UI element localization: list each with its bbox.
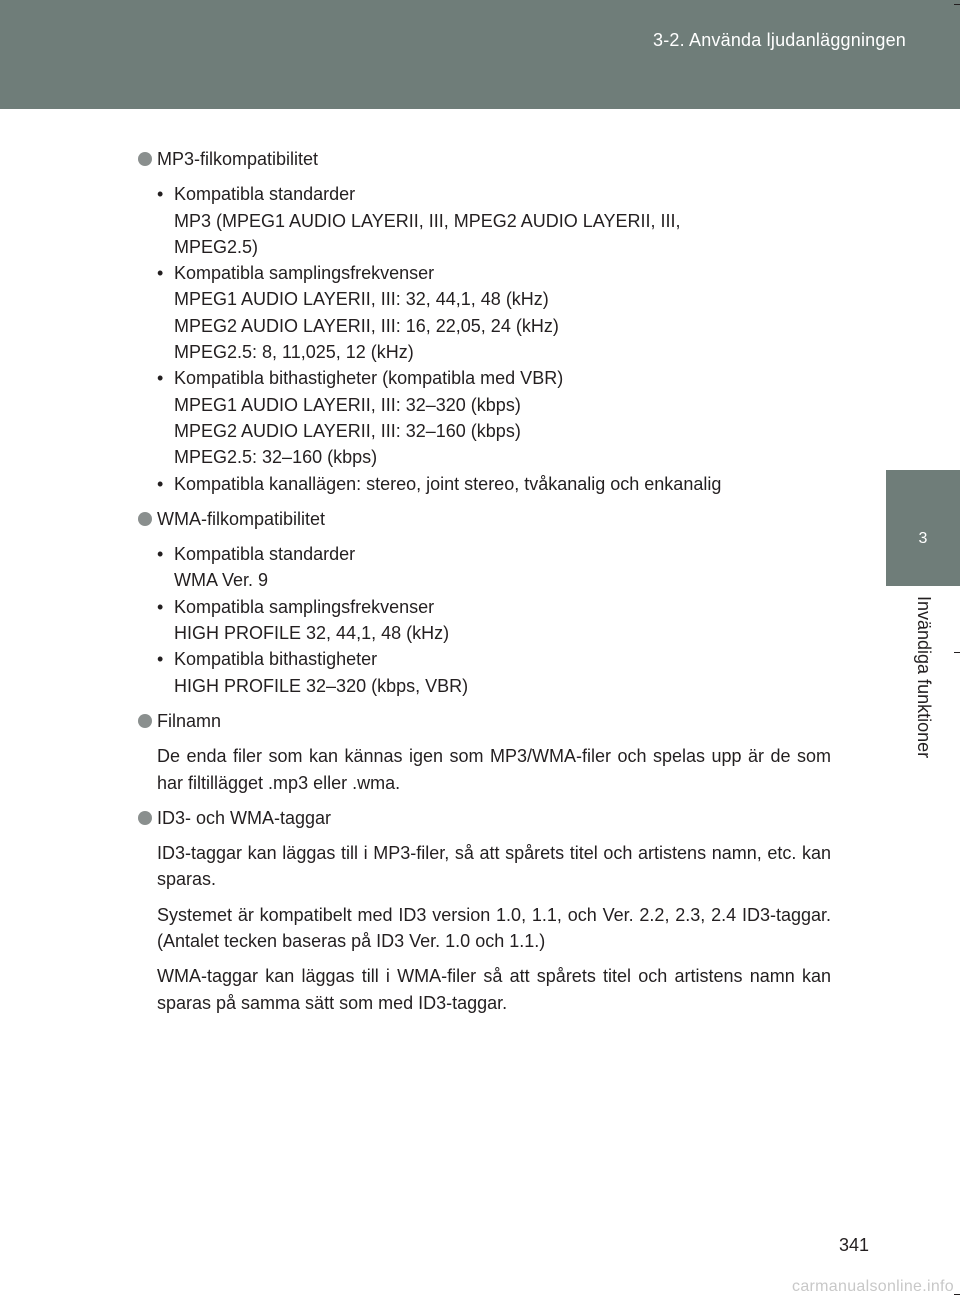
section-filename bbox=[137, 708, 831, 796]
bullet-marker: • bbox=[157, 368, 164, 389]
list-item bbox=[155, 260, 831, 365]
heading-text: Filnamn bbox=[157, 710, 222, 731]
trim-mark bbox=[954, 652, 960, 653]
spec-list bbox=[137, 541, 831, 699]
item-line: MP3 (MPEG1 AUDIO LAYERII, III, MPEG2 AUDIO LAYERII, III, bbox=[174, 210, 681, 231]
section-mp3 bbox=[137, 146, 831, 497]
item-title: Kompatibla standarder bbox=[174, 184, 356, 205]
list-item bbox=[155, 181, 831, 260]
chapter-tab bbox=[886, 470, 960, 586]
section-heading bbox=[137, 708, 831, 734]
paragraph: Systemet är kompatibelt med ID3 version 1.0, 1.1, och Ver. 2.2, 2.3, 2.4 ID3-taggar. (Antalet tecken baseras på ID3 Ver. 1.0 och 1.1.) bbox=[157, 904, 831, 952]
page-content bbox=[137, 146, 831, 1025]
bullet-marker: • bbox=[157, 649, 164, 670]
item-line: MPEG2.5: 8, 11,025, 12 (kHz) bbox=[174, 342, 414, 363]
item-title: Kompatibla bithastigheter bbox=[174, 649, 378, 670]
section-heading bbox=[137, 506, 831, 532]
item-line: HIGH PROFILE 32, 44,1, 48 (kHz) bbox=[174, 623, 450, 644]
section-id3-tags bbox=[137, 805, 831, 1016]
bullet-marker: • bbox=[157, 263, 164, 284]
spec-list bbox=[137, 181, 831, 497]
list-item bbox=[155, 594, 831, 647]
trim-mark bbox=[954, 1294, 960, 1295]
list-item bbox=[155, 365, 831, 470]
item-line: MPEG1 AUDIO LAYERII, III: 32, 44,1, 48 (kHz) bbox=[174, 289, 549, 310]
list-item bbox=[155, 541, 831, 594]
bullet-marker: • bbox=[157, 473, 164, 494]
item-title: Kompatibla samplingsfrekvenser bbox=[174, 263, 435, 284]
bullet-icon bbox=[138, 152, 152, 166]
header-band bbox=[0, 0, 960, 109]
heading-text: MP3-filkompatibilitet bbox=[157, 149, 319, 169]
section-heading bbox=[137, 146, 831, 172]
list-item bbox=[155, 646, 831, 699]
section-title: 3-2. Använda ljudanläggningen bbox=[652, 30, 906, 50]
chapter-number: 3 bbox=[918, 530, 928, 547]
watermark: carmanualsonline.info bbox=[792, 1278, 954, 1295]
paragraph: ID3-taggar kan läggas till i MP3-filer, så att spårets titel och artistens namn, etc. kan sparas. bbox=[157, 843, 831, 890]
item-line: WMA Ver. 9 bbox=[174, 570, 269, 591]
item-line: MPEG2.5: 32–160 (kbps) bbox=[174, 447, 378, 468]
paragraph: WMA-taggar kan läggas till i WMA-filer så att spårets titel och artistens namn kan sparas på samma sätt som med ID3-taggar. bbox=[157, 966, 831, 1013]
section-heading bbox=[137, 805, 831, 831]
heading-text: WMA-filkompatibilitet bbox=[157, 508, 326, 529]
item-line: MPEG1 AUDIO LAYERII, III: 32–320 (kbps) bbox=[174, 394, 521, 415]
item-line: MPEG2.5) bbox=[174, 236, 259, 257]
item-line: MPEG2 AUDIO LAYERII, III: 16, 22,05, 24 (kHz) bbox=[174, 315, 559, 336]
heading-text: ID3- och WMA-taggar bbox=[157, 807, 332, 828]
item-title: Kompatibla samplingsfrekvenser bbox=[174, 596, 435, 617]
section-wma bbox=[137, 506, 831, 699]
list-item bbox=[155, 471, 831, 497]
item-title: Kompatibla bithastigheter (kompatibla med VBR) bbox=[174, 368, 564, 389]
item-title: Kompatibla standarder bbox=[174, 544, 356, 565]
bullet-marker: • bbox=[157, 544, 164, 565]
item-line: MPEG2 AUDIO LAYERII, III: 32–160 (kbps) bbox=[174, 420, 521, 441]
bullet-marker: • bbox=[157, 184, 164, 205]
item-title: Kompatibla kanallägen: stereo, joint stereo, tvåkanalig och enkanalig bbox=[174, 473, 722, 494]
trim-mark bbox=[954, 4, 960, 5]
bullet-icon bbox=[138, 811, 152, 825]
paragraph: De enda filer som kan kännas igen som MP3/WMA-filer och spelas upp är de som har filtillägget .mp3 eller .wma. bbox=[157, 746, 831, 793]
chapter-label: Invändiga funktioner bbox=[914, 596, 934, 759]
bullet-marker: • bbox=[157, 596, 164, 617]
bullet-icon bbox=[138, 512, 152, 526]
page-number: 341 bbox=[838, 1235, 869, 1255]
bullet-icon bbox=[138, 714, 152, 728]
item-line: HIGH PROFILE 32–320 (kbps, VBR) bbox=[174, 675, 469, 696]
